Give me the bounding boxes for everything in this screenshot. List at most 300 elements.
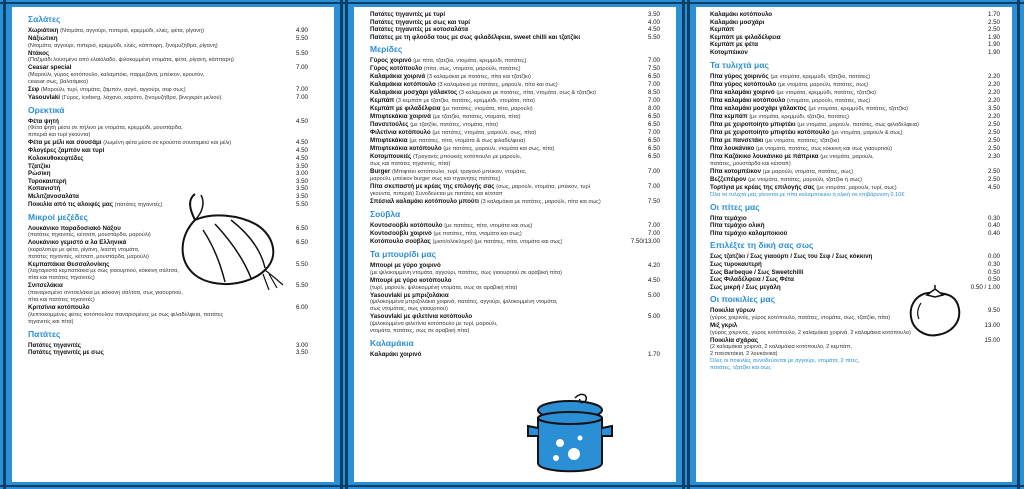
menu-item [710,34,1000,42]
menu-item [370,222,660,230]
section-heading: Οι πίτες μας [710,201,760,212]
menu-item-price: 4.50 [987,183,1000,191]
menu-item-text [710,49,748,57]
menu-item-price: 4.50 [295,139,308,147]
menu-item-name: Γύρος κοτόπουλο [370,65,423,73]
menu-item-description: (με πατάτες, ντομάτα, πίτα, μαρούλι) [442,106,533,113]
menu-item-name: Καλαμάκι χοιρινό [370,350,422,358]
menu-item-description: (Μαρούλι, τυρί, ντομάτα, ζαμπόν, αυγό, αγγούρι, σεφ σως) [40,86,186,93]
menu-item-name: Πίτα σκεπαστή με κρέας της επιλογής σας [370,183,495,191]
item-description: μαρούλι, μπέικον burger σως και τηγανητές πατάτες) [370,176,501,183]
menu-item-price: 2.50 [987,26,1000,34]
menu-item-price: 3.50 [295,192,308,200]
menu-item-text [710,215,747,223]
section-heading: Καλαμάκια [370,337,414,348]
menu-item-name: Πατάτες τηγανιτές με σως [28,349,104,357]
menu-item-name: Πίτα με χειροποίητο μπιφτέκι [710,120,796,128]
menu-item [28,178,308,186]
menu-item-price: 0.30 [987,214,1000,222]
menu-item-price: 6.50 [647,153,660,161]
menu-item-name: Κολοκυθοκεφτέδες [28,154,84,162]
menu-item-name: Φέτα με μέλι και σουσάμι [28,139,102,147]
menu-item-text [28,201,163,209]
menu-item [370,129,660,137]
item-description: (ψιλοκομμένα μπριζολάκια χοιρινά, πατάτες, αγγούρι, ψιλοκομμένη ντομάτα, [370,299,558,306]
menu-item-price: 7.00 [647,129,660,137]
menu-item-text [370,238,562,246]
section-heading: Σούβλα [370,209,401,220]
menu-item [370,81,660,89]
menu-item-name: Φέτα ψητή [28,117,59,125]
menu-item-price: 1.90 [987,33,1000,41]
menu-item [370,137,660,145]
menu-item-description: (Μπιφτέκι κοτόπουλο, τυρί, τραγανό μπέικον, ντομάτα, [392,169,527,176]
menu-item [710,73,1000,81]
menu-item-description: (με ντομάτα, πατάτες, τζατζίκι) [765,137,840,144]
left-border [0,0,12,489]
menu-item [710,41,1000,49]
menu-item-name: Καλαμάκι κοτόπουλο [710,11,773,18]
menu-item-name: Πατάτες με τη φλούδα τους με σως φιλαδέλφεια, sweet chilli και τζατζίκι [370,33,581,41]
menu-item-price: 3.50 [295,177,308,185]
menu-item-name: Χωριάτικη [28,27,59,34]
menu-item-name: Πατάτες τηγανιτές με κοτοσαλάτα [370,26,468,34]
border-stripe [3,0,6,489]
menu-item-price: 7.50/13.00 [630,238,660,246]
item-description: (Ντομάτα, αγγούρι, πιπεριά, κρεμμύδι, ελιές, κάππαρη, ξινομυζήθρα, ρίγανη) [28,42,218,49]
menu-item [28,35,308,43]
menu-item-text [710,307,755,315]
menu-item [370,57,660,65]
menu-item-price: 1.70 [647,350,660,358]
border-stripe [0,485,1024,487]
menu-item-name: Σεφ [28,85,40,93]
menu-item [710,26,1000,34]
menu-item-description: (με πατάτες, ντομάτα, μαρούλι, σως, πίτα) [432,130,537,137]
menu-item-price: 0.50 [987,276,1000,284]
menu-item-price: 1.90 [987,48,1000,56]
menu-item-description: (με ντομάτα, κρεμμύδι, τζατζίκι, πατάτες) [770,73,871,80]
menu-item-text [710,276,794,284]
section-heading: Μικροί μεζέδες [28,211,88,222]
item-description: (2 καλαμάκια χοιρινά, 2 καλαμάκια κοτόπουλο, 2 κεμπάπ, [710,344,852,351]
menu-item-name: Κεμπαπάκια Θεσσαλονίκης [28,260,110,268]
menu-item-text [28,139,231,147]
separator-stripe [345,0,348,489]
menu-item-price: 0.40 [987,229,1000,237]
menu-item-name: Ποικιλία γύρων [710,307,756,315]
menu-item-name: Μελιτζανοσαλάτα [28,192,79,200]
menu-item-name: Πίτα τεμάχιο [710,214,747,222]
menu-item-price: 13.00 [984,321,1000,329]
menu-item-name: Yasouvlaki [28,93,60,101]
menu-item-name: Κοτόπουλο σούβλας [370,238,431,246]
item-description: (Παξιμάδι λουσμένο από ελαιόλαδο, ψιλοκομμένη ντομάτα, φέτα, ρίγανη, κάππαρη) [28,57,234,64]
menu-item-text [710,19,764,27]
menu-item-name: Κριτσίνια κοτόπουλο [28,303,90,311]
menu-item-description: (με ντομάτα, μαρούλι, τυρί, σως) [816,184,897,191]
border-stripe [1017,0,1020,489]
menu-item-price: 15.00 [984,336,1000,344]
menu-item-description: (3 καλαμάκια με πατάτες, μαρούλι, πίτα και σως) [437,82,558,89]
menu-item-price: 5.00 [647,291,660,299]
menu-item-price: 6.50 [647,121,660,129]
menu-item [710,89,1000,97]
menu-item-price: 8.00 [647,105,660,113]
menu-column-3 [710,11,1000,481]
menu-item-name: Κοντοσούβλι χοιρινό [370,230,432,238]
menu-item [710,129,1000,137]
menu-item-text [28,86,186,94]
menu-item-text [710,113,849,121]
menu-item-price: 2.20 [987,96,1000,104]
menu-item-text [370,97,535,105]
menu-item-text [28,349,104,357]
menu-item-price: 6.50 [647,73,660,81]
menu-item-description: (με ντομάτα, μαρούλι, [820,153,874,160]
menu-item-name: Κεμπάπ με φέτα [710,41,759,49]
item-description: (με ψιλοκομμένη ντομάτα, αγγούρι, πατάτες, σως γιαουρτιού σε αραβική πίτα) [370,269,563,276]
menu-item-name: Πίτα κοτομπέικον [710,167,762,175]
menu-item-price: 5.50 [295,35,308,42]
menu-item-price: 2.50 [987,167,1000,175]
menu-item-price: 4.50 [295,147,308,155]
menu-item-name: Καλαμάκια μοσχάρι γάλακτος [370,89,458,97]
menu-item [710,137,1000,145]
section-heading: Οι ποικιλίες μας [710,294,776,305]
menu-item [370,121,660,129]
fold-separator-2 [676,0,696,489]
menu-item-price: 6.50 [295,224,308,232]
menu-item-name: Καλαμάκια κοτόπουλο [370,81,436,89]
menu-item-price: 5.50 [295,49,308,57]
menu-item [370,113,660,121]
menu-item [28,342,308,350]
menu-item-price: 7.00 [295,85,308,93]
section-heading: Πατάτες [28,328,61,339]
item-description: σως και πατάτες τηγανιτές, πίτα) [370,161,451,168]
menu-item-name: Ντάκος [28,49,50,57]
menu-item [710,153,1000,161]
section-heading: Σαλάτες [28,14,61,24]
menu-item [370,145,660,153]
menu-item [710,145,1000,153]
menu-item-description: (με ντομάτα, πατάτες, σως κόκκινη και σως γιαουρτιού) [756,145,893,152]
menu-item-description: (με πίτα, τζατζίκι, ντομάτα, κρεμμύδι, πατάτες) [413,58,527,65]
menu-item-price: 2.20 [987,88,1000,96]
section-heading: Τα μπουρίδι μας [370,249,437,260]
menu-item-name: Yasouvlaki με μπριζολάκια [370,291,449,299]
separator-stripe [682,0,685,489]
menu-item-text [710,261,762,269]
menu-item-name: Κοτομπουκιές [370,153,412,161]
menu-item-price: 6.00 [295,303,308,311]
item-description: ceasar σως, βαλσάμικο) [28,78,88,85]
menu-item-price: 2.50 [987,120,1000,128]
item-description: (παναρισμένο σνιτσελάκια με κόκκινη σάλτσα, σως γιαουρτιού, [28,289,183,296]
item-description: (γύρος χοιρινός, γύρος κοτόπουλο, 2 καλαμάκια χοιρινά, 2 καλαμάκια κοτόπουλο) [710,329,911,336]
menu-item-price: 7.00 [647,222,660,230]
menu-item-description: (με μαρούλι, ντομάτα, πατάτες, σως) [762,168,854,175]
menu-item-description: (με ντομάτα, πατάτες, μαρούλι, τζατζίκι ή σως) [748,176,862,183]
menu-item-text [710,322,737,330]
menu-item-text [370,57,526,65]
menu-item-text [710,89,876,97]
menu-item-name: Πίτα καλαμάκι κοτόπουλο [710,96,786,104]
menu-item-price: 0.40 [987,222,1000,230]
menu-item [28,139,308,147]
menu-item-name: Πατάτες τηγανιτές [28,341,82,349]
menu-item-text [28,170,51,178]
menu-item [28,349,308,357]
menu-item-price: 2.50 [987,144,1000,152]
menu-item-name: Κοντοσούβλι κοτόπουλο [370,222,443,230]
menu-item-price: 2.50 [987,18,1000,26]
menu-item-price: 3.50 [295,185,308,193]
item-description: (πατάτες τηγανιτές, κέτσαπ, μουστάρδα, μαρούλι) [28,232,151,239]
menu-note: πατάτες, τζατζίκι και σως [710,365,772,372]
menu-item-name: Σως Barbeque / Σως Sweetchilli [710,268,804,276]
item-description: πιπεριά και τυρί γκούντα) [28,132,91,139]
menu-item [710,49,1000,57]
menu-item-price: 7.00 [647,97,660,105]
menu-item-name: Πίτα με πανσετάκι [710,136,764,144]
menu-item-price: 2.30 [987,152,1000,160]
menu-item-name: Σως μικρή / Σως μεγάλη [710,283,781,291]
menu-item [28,170,308,178]
menu-item-name: Μπουρί με γύρο κοτόπουλο [370,276,452,284]
menu-item-text [370,145,554,153]
menu-note: Όλες οι ποικιλίες συνοδεύονται με αγγούρι, ντομάτα, 2 πίτες, [710,358,860,365]
menu-item [28,94,308,102]
menu-item-description: (με ντομάτα, μαρούλι & σως) [831,129,903,136]
item-description: (Φέτα ψητή μέσα σε πήλινο με ντομάτα, κρεμμύδι, μουστάρδα, [28,125,183,132]
menu-item [28,304,308,312]
menu-item-text [710,129,902,137]
menu-item-name: Καλαμάκια χοιρινά [370,73,426,81]
menu-item-name: Τζατζίκι [28,162,51,170]
menu-item-price: 4.90 [295,27,308,34]
menu-item [710,168,1000,176]
section-heading: Επιλέξτε τη δική σας σως [710,240,814,251]
menu-item-text [28,155,84,163]
menu-item-name: Πατάτες τηγανιτές με τυρί [370,11,446,18]
menu-item-text [710,222,765,230]
menu-item-description: (λωμένη φέτα μέσα σε κρούστα σουσαμιού και μέλι) [103,140,232,147]
menu-item-text [28,94,221,102]
menu-item-text [28,178,66,186]
menu-item-price: 5.50 [295,282,308,290]
menu-item-text [28,239,126,247]
menu-item-name: Σως τζατζίκι / Σως γιαούρτι / Σως του Σεφ / Σως κόκκινη [710,253,873,261]
menu-item-text [710,41,758,49]
menu-item [710,176,1000,184]
menu-item-name: Πίτα τεμάχιο καλαμποκιού [710,229,788,237]
menu-item-price: 2.20 [987,112,1000,120]
menu-item-name: Καλαμάκι μοσχάρι [710,18,765,26]
menu-item-text [710,184,897,192]
menu-item [710,19,1000,27]
menu-item-text [710,73,870,81]
menu-item-text [370,113,520,121]
menu-item-text [710,168,853,176]
menu-item-price: 2.20 [987,80,1000,88]
menu-item-price: 7.50 [647,198,660,206]
menu-item-price: 7.00 [647,57,660,65]
menu-item-price: 5.50 [647,33,660,41]
menu-item-name: Πίτα καλαμάκι χοιρινό [710,88,775,96]
menu-item-text [710,26,734,34]
menu-item [710,105,1000,113]
menu-item-price: 0.00 [987,253,1000,261]
menu-item [710,230,1000,238]
menu-item [370,230,660,238]
menu-item-name: Σπέσιαλ καλαμάκι κοτόπουλο μπούτι [370,198,479,206]
menu-item [710,222,1000,230]
menu-item-name: Κεμπάπ [710,26,735,34]
menu-item-text [370,11,445,19]
menu-item-price: 0.50 / 1.00 [970,283,1000,291]
menu-item-name: Burger [370,168,391,176]
menu-item-price: 5.50 [295,200,308,208]
menu-item-price: 2.50 [987,128,1000,136]
menu-item-name: Μπιφτεκάκια [370,137,408,145]
menu-item [28,155,308,163]
item-description: (κεφαλοτύρι με φέτα, ρίγανη, λιαστή ντομάτα, [28,246,140,253]
menu-item [370,262,660,270]
menu-item [710,81,1000,89]
menu-item-description: (3 καλαμάκια με πατάτες, μαρούλι, πίτα και σως) [480,199,601,206]
menu-item-description: (3 καλαμάκια με πατάτες, πίτα και τζατζίκι) [426,74,531,81]
menu-item-name: Μπουρί με γύρο χοιρινό [370,262,441,270]
menu-item-price: 3.50 [647,11,660,18]
menu-item-price: 2.20 [987,72,1000,80]
menu-item-text [370,277,452,285]
menu-item [710,269,1000,277]
menu-item-name: Πίτα λουκάνικο [710,144,755,152]
menu-item-description: (με ντομάτα, κρεμμύδι, πατάτες, τζατζίκι) [808,105,909,112]
menu-item-text [710,137,839,145]
section-heading: Ορεκτικά [28,104,65,115]
menu-item-description: (ντομάτα, μαρούλι, πατάτες, σως) [787,97,871,104]
menu-item-text [28,282,63,290]
menu-item-name: Πανσετούλες [370,121,409,129]
menu-item-text [710,81,868,89]
menu-item-price: 3.50 [295,162,308,170]
menu-item-name: Μπιφτεκάκια κοτόπουλο [370,145,442,153]
menu-item-price: 2.50 [987,136,1000,144]
menu-item-description: (σως, μαρούλι, ντομάτα, μπέικον, τυρί [496,184,590,191]
menu-item-description: (με πατάτες, πίτα, ντομάτα & σως φιλαδέλφεια) [409,138,526,145]
menu-item-price: 3.00 [295,170,308,178]
menu-item-name: Λουκάνικο γεμιστό α λα Ελληνικά [28,239,127,247]
menu-item [370,238,660,246]
item-description: (τυρί, μαρούλι, ψιλοκομμένη ντομάτα, σως σε αραβική πίτα) [370,284,518,291]
menu-item-price: 3.00 [295,341,308,349]
item-description: πατάτες, μουστάρδα και κέτσαπ) [710,160,791,167]
menu-item-text [370,129,536,137]
menu-item-description: (μισό/ολόκληρο) (με πατάτες, πίτα, ντομάτα και σως) [432,239,563,246]
menu-item-name: Yasouvlaki με φιλετίνια κοτόπουλο [370,313,473,321]
menu-item [710,11,1000,19]
menu-item-description: (με πατάτες, πίτα, ντομάτα και σως) [433,231,522,238]
menu-item-price: 7.00 [647,81,660,89]
menu-item-text [28,342,81,350]
menu-item [28,163,308,171]
item-description: γκούντα, πιπεριά) Συνοδεύεται με πατάτες και κέτσαπ [370,191,503,198]
menu-item-name: Τορτίγια με κρέας της επιλογής σας [710,183,815,191]
menu-item-description: (με τζατζίκι, πατάτες, ντομάτα, πίτα) [432,114,521,121]
menu-item-description: (με πατάτες, πίτα, ντομάτα και σως) [444,223,533,230]
menu-item-name: Πατάτες τηγανιτές με σως και τυρί [370,18,470,26]
menu-item-price: 2.50 [987,175,1000,183]
menu-item-text [370,121,498,129]
section-heading: Τα τυλιχτά μας [710,59,769,70]
menu-item-text [710,11,772,19]
menu-item [370,19,660,27]
menu-item-name: Πίτα κεμπάπ [710,112,748,120]
menu-item-text [710,153,874,161]
menu-item [370,34,660,42]
menu-item-price: 4.50 [295,117,308,125]
menu-item-price: 6.50 [647,113,660,121]
menu-item-text [370,73,531,81]
menu-item-name: Τυροκαυτερή [28,177,67,185]
menu-item-text [710,253,872,261]
menu-item-name: Σως τυροκαυτερή [710,260,762,268]
menu-item-description: (με ντομάτα, κρεμμύδι, τζατζίκι, πατάτες) [749,113,849,120]
menu-item-price: 4.50 [295,154,308,162]
menu-item-price: 3.50 [987,104,1000,112]
menu-item-name: Γύρος χοιρινό [370,57,412,65]
menu-item-text [710,269,803,277]
menu-item-price: 3.50 [295,349,308,357]
menu-item [710,97,1000,105]
menu-item [710,253,1000,261]
fold-separator-1 [334,0,354,489]
menu-item-price: 5.00 [647,313,660,321]
item-description: πίτα και πατάτες τηγανιτές) [28,275,95,282]
menu-item [370,11,660,19]
menu-item [710,261,1000,269]
menu-item-price: 7.00 [647,230,660,238]
menu-item-name: Λουκάνικο παραδοσιακό Νάξου [28,224,121,232]
menu-item [710,113,1000,121]
menu-item-text [370,105,533,113]
menu-item-price: 4.50 [647,276,660,284]
item-description: (λαχταριστά κεμπαπάκια με σως γιαουρτιού, κόκκινη σάλτσα, [28,268,179,275]
item-description: (γύρος χοιρινός, γύρος κοτόπουλο, πατάτες, ντομάτα, σως, τζατζίκι, πίτα) [710,314,891,321]
menu-item-price: 6.50 [647,137,660,145]
menu-item-text [370,19,470,27]
menu-item-name: Σως Φιλαδέλφεια / Σως Φέτα [710,276,794,284]
menu-item-name: Πίτα γύρος κοτόπουλο [710,80,777,88]
menu-item-name: Κοτομπέικον [710,48,748,56]
menu-item-price: 6.50 [295,239,308,247]
menu-item-text [28,163,50,171]
menu-item-text [370,351,421,359]
menu-item-text [28,27,204,35]
item-description: πατάτες τηγανιτές, κέτσαπ, μουστάρδα, μαρούλι) [28,253,149,260]
menu-item-name: Κοπανιστή [28,185,61,193]
menu-item-text [370,26,468,34]
menu-item [370,73,660,81]
menu-item [370,277,660,285]
menu-item-text [370,65,521,73]
menu-item [370,65,660,73]
item-description: (ψιλοκομμένα φιλετίνια κοτόπουλο με τυρί, μαρούλι, [370,320,498,327]
menu-item-price: 7.00 [295,64,308,72]
